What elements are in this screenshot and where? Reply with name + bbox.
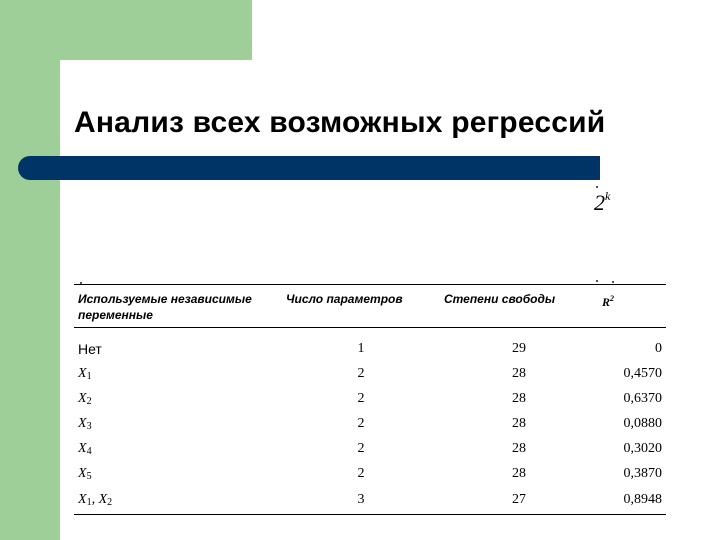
header-r2-base: R (602, 295, 611, 309)
row-df: 28 (512, 440, 526, 456)
row-variables (74, 461, 282, 486)
header-r-squared (598, 285, 666, 328)
row-variables (74, 486, 282, 515)
var-subscript: 3 (86, 420, 92, 432)
row-parameters: 2 (357, 365, 365, 381)
table-row (74, 361, 666, 386)
title-underline-bar (18, 156, 600, 180)
slide-title: Анализ всех возможных регрессий (74, 106, 606, 139)
var-subscript: 2 (86, 395, 92, 407)
row-r2: 0,4570 (623, 365, 662, 381)
row-df: 27 (440, 486, 598, 515)
formula-two-power-k (594, 190, 610, 216)
row-r2: 0,3020 (623, 440, 662, 456)
formula-exponent: k (605, 188, 611, 203)
header-r2-exponent: 2 (610, 294, 615, 303)
table-row (74, 436, 666, 461)
row-r2: 0,8948 (598, 486, 666, 515)
row-df: 28 (512, 390, 526, 406)
green-top-bar (0, 0, 252, 60)
row-variables (74, 386, 282, 411)
row-r2: 0 (655, 340, 662, 356)
var-label: Нет (78, 340, 102, 357)
row-parameters: 2 (357, 465, 365, 481)
header-degrees-of-freedom: Степени свободы (440, 285, 598, 328)
var-subscript: 1 (86, 497, 92, 508)
row-r2: 0,6370 (623, 390, 662, 406)
row-df: 28 (512, 365, 526, 381)
row-parameters: 2 (357, 415, 365, 431)
row-df: 29 (512, 340, 526, 356)
header-parameters: Число параметров (282, 285, 440, 328)
scan-dot (596, 186, 598, 188)
var-subscript: 1 (86, 370, 92, 382)
scan-dot (612, 281, 614, 283)
row-parameters: 2 (357, 440, 365, 456)
row-variables (74, 328, 282, 362)
var-subscript: 5 (86, 470, 92, 482)
var-label: X (78, 465, 87, 481)
row-variables (74, 411, 282, 436)
var-separator: , (91, 492, 99, 507)
row-variables (74, 361, 282, 386)
var-subscript: 2 (107, 497, 113, 508)
var-label: X (78, 365, 87, 381)
row-parameters: 1 (357, 340, 365, 356)
var-label: X (78, 440, 87, 456)
row-r2: 0,3870 (623, 465, 662, 481)
green-side-bar (0, 0, 60, 540)
var-label: X (78, 492, 87, 507)
regression-table (74, 284, 666, 515)
table-row (74, 461, 666, 486)
header-variables: Используемые независимые переменные (74, 285, 282, 328)
row-parameters: 3 (282, 486, 440, 515)
row-df: 28 (512, 415, 526, 431)
var-label: X (78, 390, 87, 406)
scan-dot (596, 280, 598, 282)
var-label: X (98, 492, 108, 507)
row-variables (74, 436, 282, 461)
row-r2: 0,0880 (623, 415, 662, 431)
table-header-row (74, 285, 666, 328)
row-parameters: 2 (357, 390, 365, 406)
table-row (74, 386, 666, 411)
var-label: X (78, 415, 87, 431)
var-subscript: 4 (86, 445, 92, 457)
row-df: 28 (512, 465, 526, 481)
table-row (74, 411, 666, 436)
table-row (74, 328, 666, 362)
formula-base: 2 (594, 190, 605, 215)
table-row (74, 486, 666, 515)
